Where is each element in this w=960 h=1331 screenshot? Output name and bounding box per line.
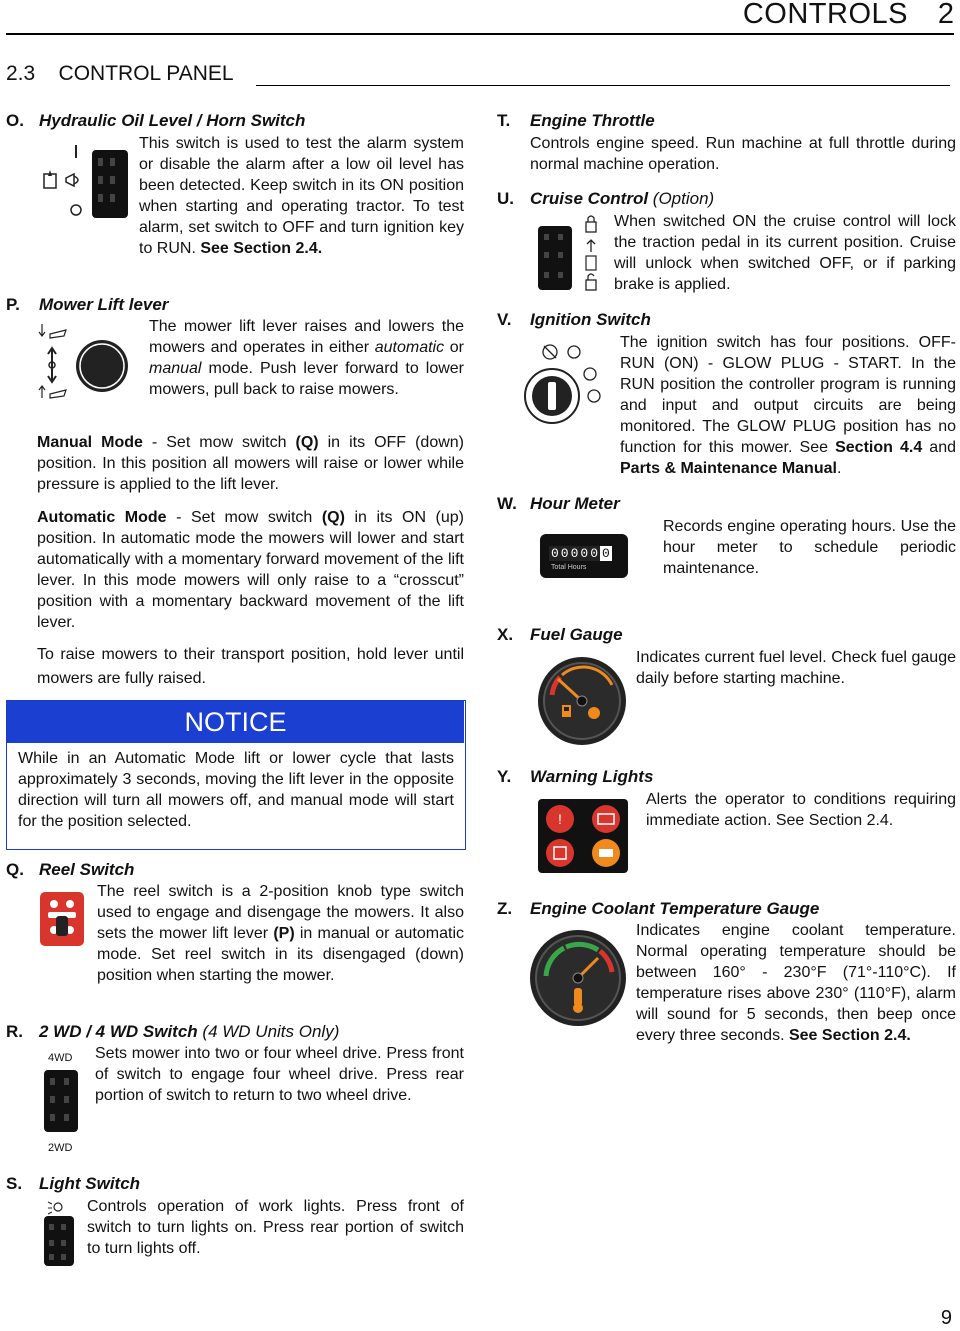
item-u-title-suffix: (Option) bbox=[648, 189, 715, 208]
item-t-text: Controls engine speed. Run machine at full throttle during normal machine operation. bbox=[530, 135, 956, 173]
item-v-title: Ignition Switch bbox=[530, 310, 651, 329]
battery-warning-light bbox=[592, 805, 620, 833]
item-q-text-a: The reel switch is a 2-position knob type switch used to engage and disengage the mowers. It also sets the mower lift lever bbox=[97, 883, 464, 942]
item-q-title: Reel Switch bbox=[39, 860, 135, 879]
off-mark-icon bbox=[71, 205, 81, 215]
auto-mode-paragraph bbox=[37, 507, 464, 633]
item-o-text bbox=[139, 133, 464, 259]
item-p-em-automatic: automatic bbox=[374, 339, 445, 356]
item-r-text: Sets mower into two or four wheel drive. Press front of switch to engage four wheel drive. Press rear portion of switch to return to two wheel drive. bbox=[95, 1045, 464, 1104]
manual-mode-text-a: - Set mow switch bbox=[142, 434, 296, 451]
work-light-icon bbox=[48, 1202, 62, 1214]
light-switch-illustration bbox=[42, 1200, 82, 1268]
hour-meter-tenth: 0 bbox=[602, 546, 610, 561]
item-u-text: When switched ON the cruise control will lock the traction pedal in its current position. Cruise will unlock when switched OFF, or if parking brake is applied. bbox=[614, 213, 956, 293]
wd-switch-illustration bbox=[42, 1068, 82, 1134]
run-symbol-icon bbox=[568, 346, 580, 358]
fuel-pump-icon bbox=[562, 705, 571, 717]
item-p-em-manual: manual bbox=[149, 360, 202, 377]
item-p-text-a: The mower lift lever raises and lowers the mowers and operates in either bbox=[149, 318, 464, 356]
item-q-text-b: in manual or automatic mode. Set reel switch in its disengaged (down) position when starting the mower. bbox=[97, 925, 464, 984]
oil-level-icon bbox=[44, 170, 56, 188]
auto-mode-q-ref: (Q) bbox=[321, 509, 345, 526]
item-y-letter: Y. bbox=[497, 767, 512, 786]
start-symbol-icon bbox=[588, 390, 600, 402]
item-p-text-b: mode. Push lever forward to lower mowers, pull back to raise mowers. bbox=[149, 360, 464, 398]
manual-mode-q-ref: (Q) bbox=[295, 434, 319, 451]
engine-warning-light bbox=[546, 805, 574, 833]
lower-mower-icon bbox=[39, 324, 66, 338]
item-z-text bbox=[636, 920, 956, 1046]
warning-lights-illustration bbox=[536, 797, 630, 875]
manual-mode-text-b: in its OFF (down) position. In this position all mowers will raise or lower while pressure is applied to the lift lever. bbox=[37, 434, 464, 493]
hour-meter-icon bbox=[540, 534, 628, 578]
horn-icon bbox=[66, 174, 78, 186]
label-2wd: 2WD bbox=[48, 1142, 73, 1154]
item-t-letter: T. bbox=[497, 111, 511, 130]
item-s-letter: S. bbox=[6, 1174, 23, 1193]
cruise-pedal-icon bbox=[586, 256, 596, 270]
item-w-heading bbox=[497, 494, 620, 514]
item-o-link[interactable]: See Section 2.4. bbox=[200, 240, 323, 257]
horn-switch-illustration bbox=[38, 140, 133, 220]
item-p-text bbox=[149, 316, 464, 400]
item-q-letter: Q. bbox=[6, 860, 24, 879]
item-z-title: Engine Coolant Temperature Gauge bbox=[530, 899, 820, 918]
item-v-heading bbox=[497, 310, 651, 330]
item-z-heading bbox=[497, 899, 819, 919]
item-v-and: and bbox=[922, 439, 957, 456]
item-z-link[interactable]: See Section 2.4. bbox=[788, 1027, 911, 1044]
auto-mode-text-a: - Set mow switch bbox=[166, 509, 322, 526]
item-r-title: 2 WD / 4 WD Switch bbox=[39, 1022, 198, 1041]
lock-icon bbox=[586, 216, 596, 232]
wd-switch-icon bbox=[44, 1070, 78, 1132]
manual-mode-label: Manual Mode bbox=[37, 434, 143, 451]
item-v-body: The ignition switch has four positions. OFF-RUN (ON) - GLOW PLUG - START. In the RUN position the controller program is running and input and output circuits are being monitored. The GLOW PLUG position has no function for this mower. See bbox=[620, 334, 956, 456]
ignition-switch-illustration bbox=[520, 338, 612, 428]
off-symbol-icon bbox=[543, 345, 557, 359]
item-v-text bbox=[620, 332, 956, 479]
item-x-text: Indicates current fuel level. Check fuel gauge daily before starting machine. bbox=[636, 649, 956, 687]
cruise-switch-icon bbox=[538, 226, 572, 290]
notice-text: While in an Automatic Mode lift or lower cycle that lasts approximately 3 seconds, moving the lift lever in the opposite direction will turn all mowers off, and manual mode will start for the position selected. bbox=[18, 750, 454, 830]
item-v-letter: V. bbox=[497, 310, 512, 329]
label-4wd: 4WD bbox=[48, 1052, 73, 1064]
item-s-text: Controls operation of work lights. Press front of switch to turn lights on. Press rear portion of switch to turn lights off. bbox=[87, 1198, 464, 1257]
page-number: 9 bbox=[940, 1307, 952, 1329]
item-z-body: Indicates engine coolant temperature. Normal operating temperature should be between 160° - 230°F (71°-110°C). If temperature rises above 230° (110°F), alarm will sound for 5 seconds, then beep once every three seconds. bbox=[636, 922, 956, 1044]
item-q-p-ref: (P) bbox=[273, 925, 295, 942]
item-t-title: Engine Throttle bbox=[530, 111, 655, 130]
lift-lever-illustration bbox=[38, 320, 128, 410]
up-arrow-icon bbox=[587, 240, 595, 252]
item-r-heading bbox=[6, 1022, 339, 1042]
item-v-section-link[interactable]: Section 4.4 bbox=[835, 439, 923, 456]
raise-mowers-paragraph: To raise mowers to their transport position, hold lever until mowers are fully raised. bbox=[37, 646, 464, 687]
item-r-letter: R. bbox=[6, 1022, 23, 1041]
item-s-title: Light Switch bbox=[39, 1174, 141, 1193]
section-rule bbox=[256, 85, 950, 86]
manual-mode-paragraph bbox=[37, 432, 464, 495]
float-arrow-icon bbox=[48, 348, 56, 382]
chapter-number: 2 bbox=[937, 0, 954, 30]
fuel-warning-icon bbox=[588, 707, 600, 719]
oil-pressure-warning-light bbox=[546, 839, 574, 867]
section-title: 2.3 CONTROL PANEL bbox=[6, 62, 234, 85]
item-w-text: Records engine operating hours. Use the hour meter to schedule periodic maintenance. bbox=[663, 518, 956, 577]
item-w-title: Hour Meter bbox=[530, 494, 620, 513]
item-r-title-suffix: (4 WD Units Only) bbox=[197, 1022, 340, 1041]
item-q-text bbox=[97, 881, 464, 986]
item-z-letter: Z. bbox=[497, 899, 513, 918]
item-w-letter: W. bbox=[497, 494, 517, 513]
item-u-title: Cruise Control bbox=[530, 189, 649, 208]
notice-title: NOTICE bbox=[7, 701, 464, 743]
item-u-heading bbox=[497, 189, 714, 209]
item-o-title: Hydraulic Oil Level / Horn Switch bbox=[39, 111, 306, 130]
thermometer-icon bbox=[573, 988, 583, 1013]
header-rule bbox=[6, 33, 954, 35]
item-y-title: Warning Lights bbox=[530, 767, 654, 786]
item-p-or: or bbox=[449, 339, 464, 356]
item-o-body: This switch is used to test the alarm system or disable the alarm after a low oil level has been detected. Keep switch in its ON position when starting and operating tractor. To test alarm, set switch to OFF and turn ignition key to RUN. bbox=[139, 135, 464, 257]
auto-mode-text-b: in its ON (up) position. In automatic mode the mowers will lower and start automatically with a momentary forward movement of the lift lever. In this mode mowers will only raise to a “crosscut” position with a momentary backward movement of the lift lever. bbox=[37, 509, 464, 631]
unlock-icon bbox=[586, 274, 596, 290]
fuel-gauge-illustration bbox=[536, 655, 628, 747]
item-o-heading bbox=[6, 111, 305, 131]
item-x-title: Fuel Gauge bbox=[530, 625, 623, 644]
item-u-letter: U. bbox=[497, 189, 514, 208]
item-p-title: Mower Lift lever bbox=[39, 295, 169, 314]
lever-knob-icon bbox=[76, 340, 128, 392]
item-s-heading bbox=[6, 1174, 140, 1194]
item-y-text: Alerts the operator to conditions requiring immediate action. See Section 2.4. bbox=[646, 791, 956, 829]
glow-plug-icon bbox=[584, 368, 596, 380]
coolant-gauge-illustration bbox=[528, 928, 628, 1028]
reel-switch-illustration bbox=[38, 890, 88, 950]
item-y-heading bbox=[497, 767, 653, 787]
item-p-heading bbox=[6, 295, 168, 315]
svg-text:!: ! bbox=[558, 811, 562, 827]
item-x-heading bbox=[497, 625, 623, 645]
item-q-heading bbox=[6, 860, 134, 880]
item-v-manual-link[interactable]: Parts & Maintenance Manual bbox=[620, 460, 837, 477]
light-switch-icon bbox=[44, 1216, 74, 1266]
item-p-letter: P. bbox=[6, 295, 20, 314]
item-x-letter: X. bbox=[497, 625, 514, 644]
hour-meter-digits: 00000 bbox=[551, 546, 601, 561]
item-v-end: . bbox=[836, 460, 842, 477]
item-o-letter: O. bbox=[6, 111, 24, 130]
item-t-heading bbox=[497, 111, 655, 131]
hour-meter-label: Total Hours bbox=[551, 564, 587, 571]
glow-plug-warning-light bbox=[592, 839, 620, 867]
chapter-title: CONTROLS bbox=[742, 0, 908, 30]
cruise-switch-illustration bbox=[536, 214, 606, 298]
auto-mode-label: Automatic Mode bbox=[37, 509, 167, 526]
raise-mower-icon bbox=[39, 386, 66, 398]
